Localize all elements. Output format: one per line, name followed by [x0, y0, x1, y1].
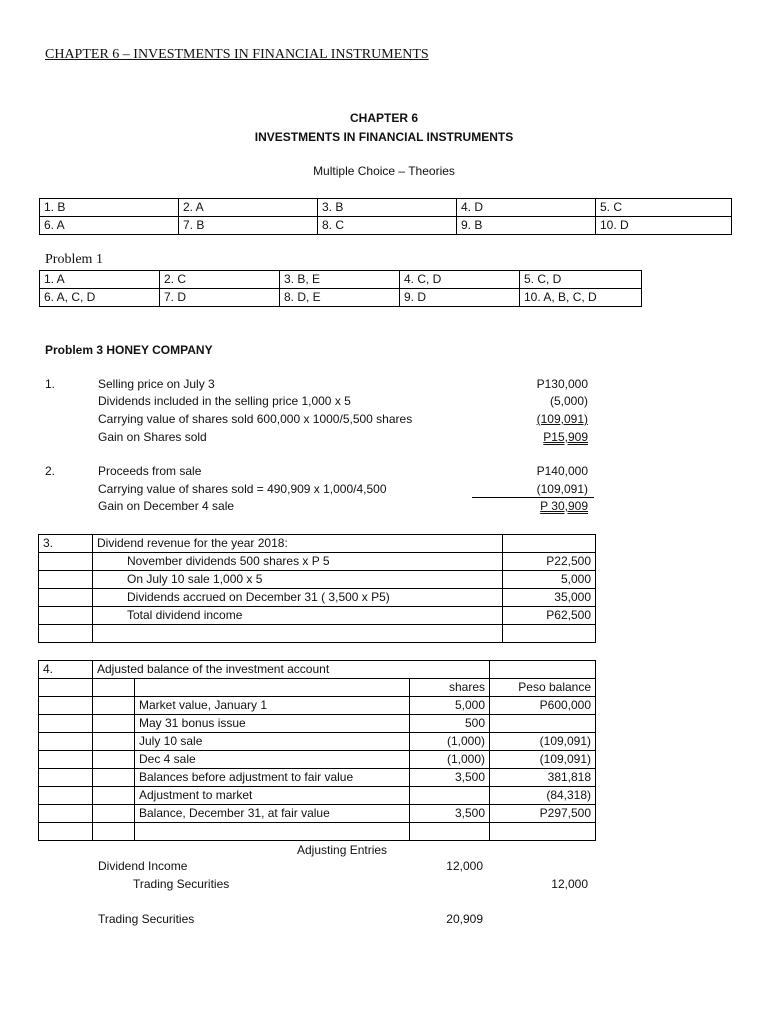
table-row — [39, 733, 596, 751]
answer-cell: 6. A, C, D — [40, 289, 160, 307]
item4-shares: 5,000 — [410, 697, 490, 715]
section-title: Multiple Choice – Theories — [313, 164, 455, 178]
answer-cell: 4. D — [457, 199, 596, 217]
item2-total: P 30,909 — [540, 499, 588, 513]
item1-total: P15,909 — [543, 430, 588, 444]
debit-account: Dividend Income — [98, 859, 188, 873]
col-shares-header: shares — [410, 679, 490, 697]
item4-label: Balances before adjustment to fair value — [135, 769, 410, 787]
table-row — [39, 805, 596, 823]
chapter-topic: INVESTMENTS IN FINANCIAL INSTRUMENTS — [254, 130, 514, 144]
answer-cell: 3. B — [318, 199, 457, 217]
mc-theories-table — [39, 198, 732, 235]
item4-peso: (109,091) — [490, 733, 596, 751]
item2-amount: P140,000 — [536, 464, 588, 478]
item3-heading: Dividend revenue for the year 2018: — [93, 535, 503, 553]
item1-amount: (109,091) — [536, 412, 588, 426]
item3-label: Dividends accrued on December 31 ( 3,500 x P5) — [93, 589, 503, 607]
table-row — [39, 679, 596, 697]
table-row — [39, 715, 596, 733]
item3-amount: 35,000 — [503, 589, 596, 607]
adjusting-heading: Adjusting Entries — [297, 843, 388, 857]
debit-account: Trading Securities — [98, 912, 195, 926]
item4-peso — [490, 715, 596, 733]
item4-label: Dec 4 sale — [135, 751, 410, 769]
item2-amount: (109,091) — [536, 482, 588, 496]
item4-heading: Adjusted balance of the investment account — [93, 661, 490, 679]
table-row — [39, 607, 596, 625]
item2-number: 2. — [45, 464, 56, 478]
item1-amount: (5,000) — [549, 394, 588, 408]
table-row — [39, 589, 596, 607]
table-row — [39, 571, 596, 589]
item1-amount: P130,000 — [536, 377, 588, 391]
debit-amount: 12,000 — [446, 859, 483, 873]
table-row — [39, 535, 596, 553]
item3-amount: P22,500 — [503, 553, 596, 571]
answer-cell: 7. D — [160, 289, 280, 307]
item4-peso: (84,318) — [490, 787, 596, 805]
answer-cell: 1. B — [40, 199, 179, 217]
table-row — [39, 769, 596, 787]
item4-shares: 500 — [410, 715, 490, 733]
answer-cell: 4. C, D — [400, 271, 520, 289]
answer-cell: 8. C — [318, 217, 457, 235]
item4-label: Adjustment to market — [135, 787, 410, 805]
item3-label: Total dividend income — [93, 607, 503, 625]
item4-peso: P297,500 — [490, 805, 596, 823]
table-row — [39, 697, 596, 715]
item3-table — [38, 534, 596, 643]
item1-label: Dividends included in the selling price 1,000 x 5 — [98, 394, 351, 408]
item4-shares: 3,500 — [410, 769, 490, 787]
item3-label: On July 10 sale 1,000 x 5 — [93, 571, 503, 589]
answer-cell: 9. B — [457, 217, 596, 235]
item3-label: November dividends 500 shares x P 5 — [93, 553, 503, 571]
credit-amount: 12,000 — [551, 877, 588, 891]
answer-cell: 8. D, E — [280, 289, 400, 307]
answer-cell: 7. B — [179, 217, 318, 235]
item1-label: Carrying value of shares sold 600,000 x 1000/5,500 shares — [98, 412, 413, 426]
table-row — [39, 823, 596, 841]
item4-shares: 3,500 — [410, 805, 490, 823]
problem3-title: Problem 3 HONEY COMPANY — [45, 343, 213, 357]
item3-number: 3. — [39, 535, 93, 553]
item4-label: Balance, December 31, at fair value — [135, 805, 410, 823]
table-row — [39, 661, 596, 679]
item4-peso: 381,818 — [490, 769, 596, 787]
credit-account: Trading Securities — [133, 877, 230, 891]
item2-label: Carrying value of shares sold = 490,909 x 1,000/4,500 — [98, 482, 387, 496]
item3-amount: 5,000 — [503, 571, 596, 589]
item4-shares — [410, 787, 490, 805]
item4-table — [38, 660, 596, 841]
chapter-title: CHAPTER 6 — [349, 111, 418, 125]
table-row — [39, 625, 596, 643]
answer-cell: 1. A — [40, 271, 160, 289]
table-row — [40, 199, 732, 217]
table-row — [39, 751, 596, 769]
problem1-table — [39, 270, 642, 307]
item2-label: Proceeds from sale — [98, 464, 202, 478]
answer-cell: 9. D — [400, 289, 520, 307]
item4-shares: (1,000) — [410, 733, 490, 751]
item4-label: Market value, January 1 — [135, 697, 410, 715]
answer-cell: 10. D — [596, 217, 732, 235]
answer-cell: 2. C — [160, 271, 280, 289]
answer-cell: 6. A — [40, 217, 179, 235]
item1-label: Selling price on July 3 — [98, 377, 215, 391]
table-row — [39, 787, 596, 805]
answer-cell: 3. B, E — [280, 271, 400, 289]
table-row — [39, 553, 596, 571]
answer-cell: 5. C, D — [520, 271, 642, 289]
table-row — [40, 271, 642, 289]
item4-peso: P600,000 — [490, 697, 596, 715]
col-peso-header: Peso balance — [490, 679, 596, 697]
table-row — [40, 217, 732, 235]
item4-label: July 10 sale — [135, 733, 410, 751]
answer-cell: 5. C — [596, 199, 732, 217]
debit-amount: 20,909 — [446, 912, 483, 926]
item1-label: Gain on Shares sold — [98, 430, 207, 444]
answer-cell: 2. A — [179, 199, 318, 217]
item1-number: 1. — [45, 377, 56, 391]
item4-label: May 31 bonus issue — [135, 715, 410, 733]
rule — [472, 497, 594, 498]
item3-amount: P62,500 — [503, 607, 596, 625]
problem1-label: Problem 1 — [45, 252, 103, 267]
item4-shares: (1,000) — [410, 751, 490, 769]
item2-label: Gain on December 4 sale — [98, 499, 235, 513]
item4-peso: (109,091) — [490, 751, 596, 769]
running-header: CHAPTER 6 – INVESTMENTS IN FINANCIAL INSTRUMENTS — [45, 47, 429, 62]
answer-cell: 10. A, B, C, D — [520, 289, 642, 307]
table-row — [40, 289, 642, 307]
item4-number: 4. — [39, 661, 93, 679]
